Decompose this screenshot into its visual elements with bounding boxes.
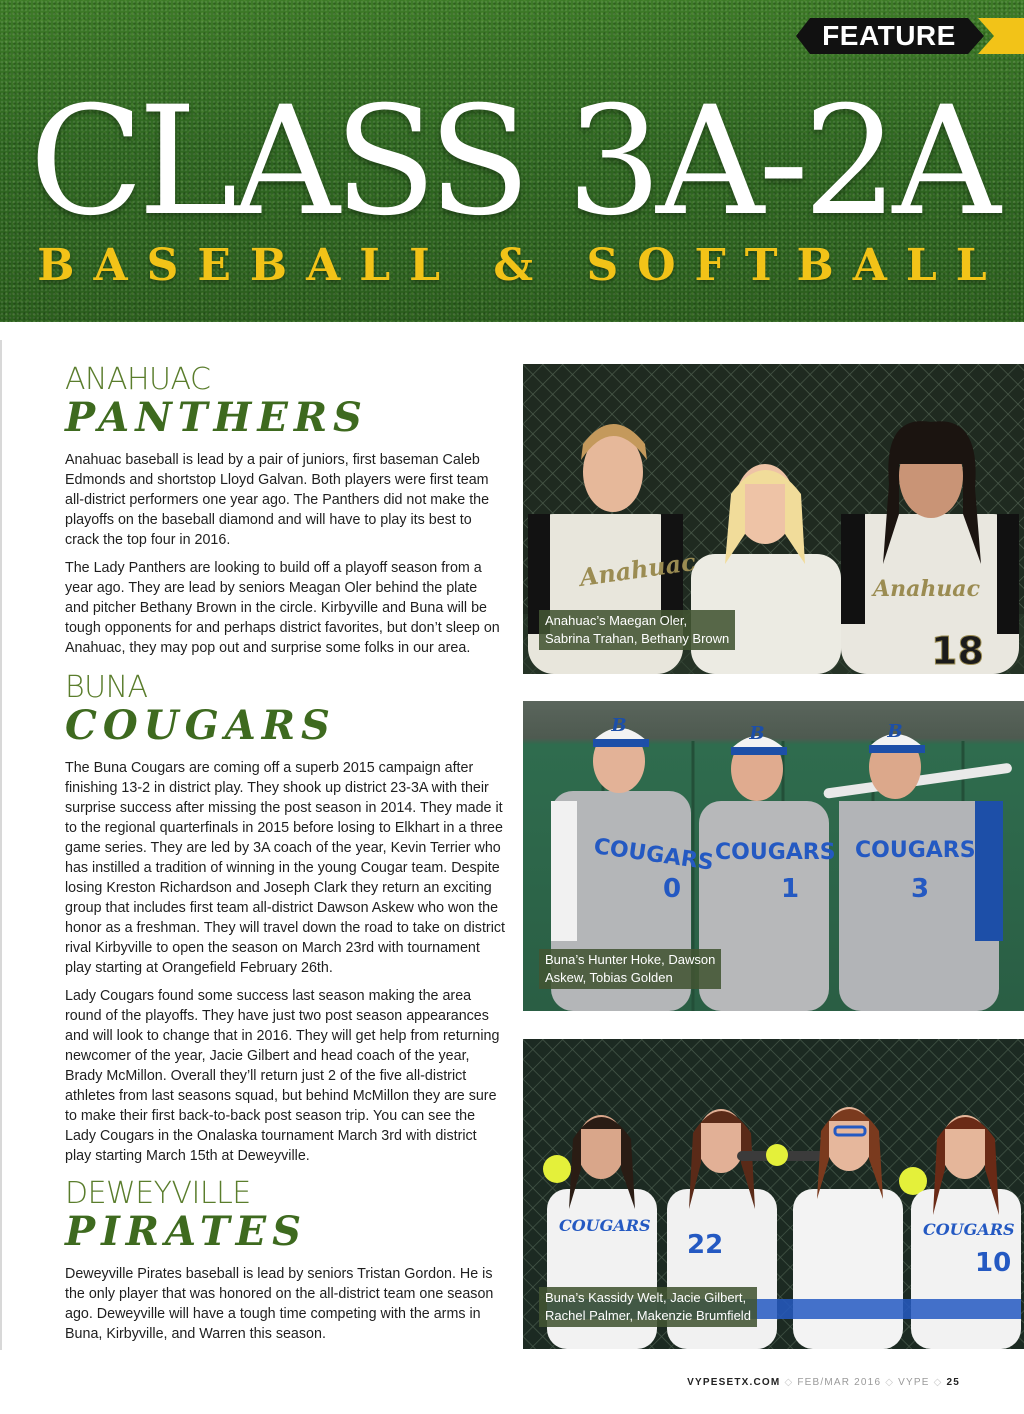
section-deweyville: [65, 1178, 505, 1352]
footer-site: VYPESETX.COM: [687, 1377, 781, 1388]
svg-text:B: B: [887, 721, 903, 742]
photo-buna-baseball: [523, 701, 1024, 1011]
svg-text:3: 3: [911, 874, 930, 904]
section-town: ANAHUAC: [65, 362, 211, 397]
section-town: BUNA: [65, 670, 148, 705]
left-margin-rule: [0, 340, 2, 1350]
caption-line: Buna’s Kassidy Welt, Jacie Gilbert,: [545, 1290, 747, 1305]
caption-line: Askew, Tobias Golden: [545, 970, 673, 985]
svg-text:COUGARS: COUGARS: [715, 840, 836, 865]
section-team: PIRATES: [65, 1208, 308, 1255]
hero-banner: [0, 0, 1024, 322]
svg-text:COUGARS: COUGARS: [559, 1216, 651, 1235]
photo-buna-softball: [523, 1039, 1024, 1349]
svg-text:10: 10: [975, 1248, 1012, 1278]
svg-text:0: 0: [663, 874, 682, 904]
article-paragraph: Anahuac baseball is lead by a pair of juniors, first baseman Caleb Edmonds and shortstop Lloyd Galvan. Both players were first team all-district performers one year ago. The Panthers did not make the playoffs on the baseball diamond and will have to play its best to crack the top four in 2016.: [65, 452, 490, 548]
photo-caption: [539, 949, 721, 989]
svg-text:COUGARS: COUGARS: [855, 838, 976, 863]
svg-text:Anahuac: Anahuac: [577, 546, 698, 592]
svg-text:22: 22: [687, 1230, 724, 1260]
footer-issue: FEB/MAR 2016: [797, 1377, 882, 1388]
section-town: DEWEYVILLE: [65, 1176, 251, 1211]
feature-tag: [796, 18, 1024, 54]
section-team: PANTHERS: [65, 394, 368, 441]
photo-caption: [539, 610, 735, 650]
feature-label: FEATURE: [822, 20, 956, 51]
page-title: CLASS 3A-2A: [29, 75, 995, 249]
page-footer: [687, 1376, 960, 1390]
caption-line: Buna’s Hunter Hoke, Dawson: [545, 952, 716, 967]
caption-line: Rachel Palmer, Makenzie Brumfield: [545, 1308, 751, 1323]
svg-text:B: B: [749, 723, 765, 744]
svg-text:18: 18: [931, 629, 984, 673]
caption-line: Anahuac’s Maegan Oler,: [545, 613, 688, 628]
section-team: COUGARS: [65, 702, 336, 749]
svg-text:COUGARS: COUGARS: [923, 1220, 1015, 1239]
svg-text:COUGARS: COUGARS: [592, 834, 716, 876]
article-paragraph: The Lady Panthers are looking to build off a playoff season from a year ago. They are lead by seniors Meagan Oler behind the plate and pitcher Bethany Brown in the circle. Kirbyville and Buna will be tough opponents for and perhaps district favorites, but don’t sleep on Anahuac, they may pop out and surprise some folks in our area.: [65, 560, 500, 656]
svg-text:1: 1: [781, 874, 800, 904]
svg-text:B: B: [611, 715, 627, 736]
article-paragraph: The Buna Cougars are coming off a superb 2015 campaign after finishing 13-2 in district play. They shook up district 23-3A with their surprise success after missing the post season in 2014. They made it to the regional quarterfinals in 2015 before losing to Elkhart in a three game series. They are led by 3A coach of the year, Kevin Terrier who has instilled a tradition of winning in the young Cougar team. Despite losing Kreston Richardson and Joseph Clark they return an exciting group that includes first team all-district Dawson Askew who won the honor as a freshman. They will travel down the road to take on district rival Kirbyville to open the season on March 23rd with tournament play starting at Orangefield February 26th.: [65, 760, 505, 976]
photo-caption: [539, 1287, 757, 1327]
footer-separator: ◇: [933, 1377, 943, 1388]
footer-separator: ◇: [784, 1377, 794, 1388]
svg-text:Anahuac: Anahuac: [873, 576, 980, 602]
article-paragraph: Lady Cougars found some success last season making the area round of the playoffs. They have just two post season appearances and will look to change that in 2016. They will get help from returning newcomer of the year, Jacie Gilbert and head coach of the year, Brady McMillon. Overall they’ll return just 2 of the five all-district athletes from last seasons squad, but behind McMillon they are sure to make their first back-to-back post season trip. You can see the Lady Cougars in the Onalaska tournament March 3rd with district play starting March 15th at Deweyville.: [65, 988, 500, 1164]
footer-brand: VYPE: [898, 1377, 930, 1388]
page-number: 25: [946, 1377, 960, 1388]
caption-line: Sabrina Trahan, Bethany Brown: [545, 631, 730, 646]
section-buna: [65, 672, 505, 1174]
footer-separator: ◇: [885, 1377, 895, 1388]
photo-anahuac-softball: [523, 364, 1024, 674]
page-subtitle: BASEBALL & SOFTBALL: [37, 240, 1006, 291]
section-anahuac: [65, 364, 505, 666]
article-paragraph: Deweyville Pirates baseball is lead by seniors Tristan Gordon. He is the only player that was honored on the all-district team one season ago. Deweyville will have a tough time competing with the arms in Buna, Kirbyville, and Warren this season.: [65, 1266, 494, 1342]
